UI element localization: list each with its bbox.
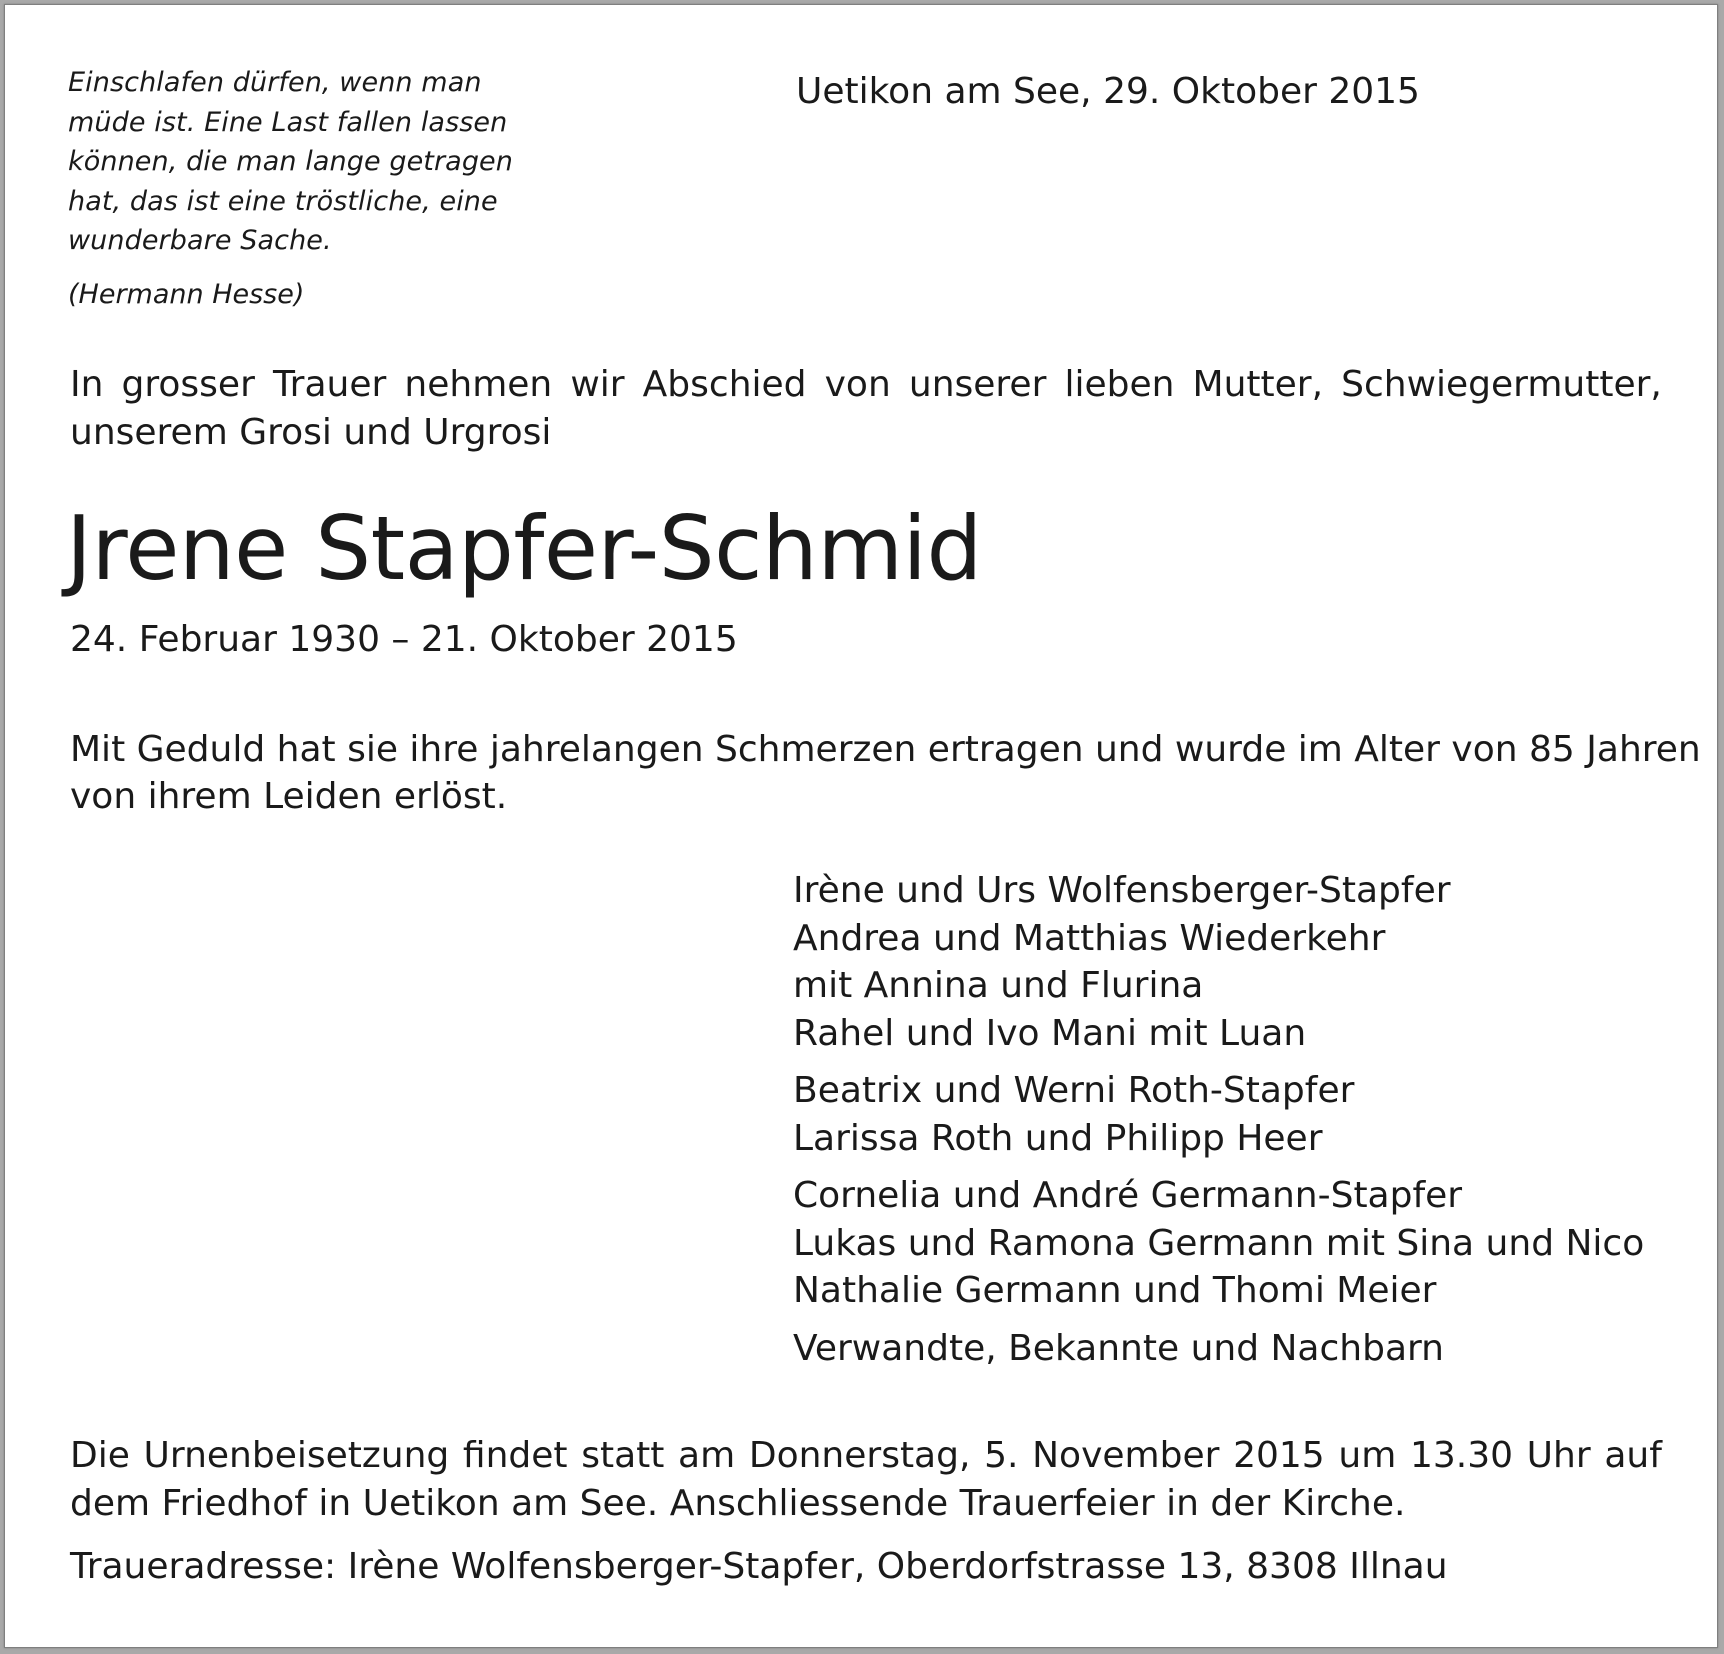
word: November [1032, 1435, 1220, 1476]
word: Schwiegermutter, [1341, 364, 1662, 405]
funeral-line: dem Friedhof in Uetikon am See. Anschliessende Trauerfeier in der Kirche. [70, 1482, 1406, 1524]
mourner-line: Larissa Roth und Philipp Heer [793, 1117, 1323, 1159]
quote-line: können, die man lange getragen [68, 146, 513, 177]
word: statt [581, 1435, 665, 1476]
quote-author: (Hermann Hesse) [68, 279, 305, 310]
word: 5. [984, 1435, 1019, 1476]
intro-line: unserem Grosi und Urgrosi [70, 412, 552, 453]
word: Abschied [642, 364, 807, 405]
message-paragraph [70, 726, 1701, 820]
deceased-name: Jrene Stapfer-Schmid [66, 497, 982, 600]
mourners-list [793, 867, 1644, 1382]
place-and-date: Uetikon am See, 29. Oktober 2015 [796, 71, 1420, 112]
mourner-line: Rahel und Ivo Mani mit Luan [793, 1012, 1307, 1054]
word: findet [462, 1435, 568, 1476]
intro-paragraph [70, 361, 1662, 457]
word: Mutter, [1192, 364, 1324, 405]
quote-line: wunderbare Sache. [68, 225, 332, 256]
word: um [1338, 1435, 1397, 1476]
message-line: von ihrem Leiden erlöst. [70, 776, 508, 817]
word: grosser [121, 364, 255, 405]
word: unserer [908, 364, 1047, 405]
word: 2015 [1233, 1435, 1325, 1476]
funeral-line-justified [70, 1432, 1662, 1480]
mourner-group [793, 1172, 1644, 1315]
word: Urnenbeisetzung [143, 1435, 450, 1476]
word: Uhr [1526, 1435, 1591, 1476]
mourner-group [793, 1067, 1644, 1162]
word: wir [570, 364, 625, 405]
mourner-group [793, 1325, 1644, 1373]
mourner-line: Nathalie Germann und Thomi Meier [793, 1270, 1437, 1311]
word: In [70, 364, 104, 405]
mourner-line: Irène und Urs Wolfensberger-Stapfer [793, 870, 1451, 911]
quote-line: Einschlafen dürfen, wenn man [68, 67, 482, 98]
obituary-notice [4, 4, 1718, 1648]
mourner-line: Verwandte, Bekannte und Nachbarn [793, 1327, 1444, 1369]
mourner-line: Lukas und Ramona Germann mit Sina und Nico [793, 1222, 1645, 1264]
quote-line: hat, das ist eine tröstliche, eine [68, 185, 498, 217]
word: Die [70, 1435, 130, 1476]
word: Donnerstag, [748, 1435, 971, 1476]
mourner-line: mit Annina und Flurina [793, 965, 1204, 1006]
word: von [824, 364, 891, 405]
word: am [678, 1435, 736, 1476]
word: auf [1604, 1435, 1662, 1476]
mourning-address: Traueradresse: Irène Wolfensberger-Stapfer, Oberdorfstrasse 13, 8308 Illnau [70, 1546, 1448, 1587]
quote-line: müde ist. Eine Last fallen lassen [68, 106, 508, 138]
mourner-group [793, 867, 1644, 1057]
word: nehmen [404, 364, 553, 405]
life-dates: 24. Februar 1930 – 21. Oktober 2015 [70, 619, 738, 660]
epigraph-quote [68, 63, 548, 261]
word: 13.30 [1409, 1435, 1513, 1476]
mourner-line: Beatrix und Werni Roth-Stapfer [793, 1070, 1355, 1111]
word: lieben [1064, 364, 1175, 405]
word: Trauer [272, 364, 387, 405]
intro-line-justified [70, 361, 1662, 409]
mourner-line: Cornelia und André Germann-Stapfer [793, 1175, 1463, 1216]
message-line: Mit Geduld hat sie ihre jahrelangen Schmerzen ertragen und wurde im Alter von 85 Jahren [70, 729, 1701, 770]
funeral-info [70, 1432, 1662, 1527]
mourner-line: Andrea und Matthias Wiederkehr [793, 917, 1386, 959]
